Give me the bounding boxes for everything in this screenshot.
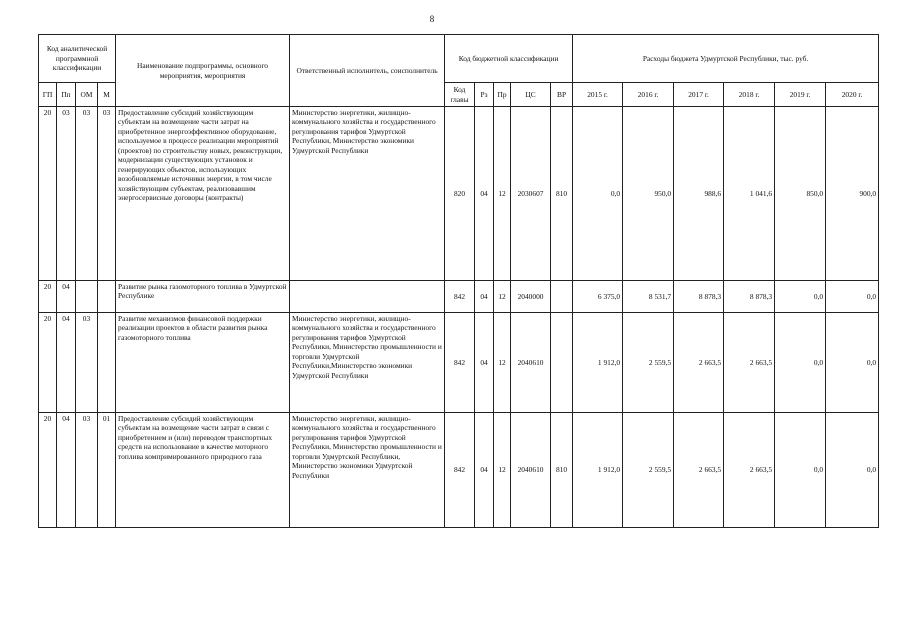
value-cell: 8 531,7 [623,281,674,313]
gp-cell: 20 [39,107,57,281]
rz-header: Рз [475,83,494,107]
cs-cell: 2040000 [511,281,551,313]
om-header: ОМ [76,83,98,107]
cs-cell: 2030607 [511,107,551,281]
gp-header: ГП [39,83,57,107]
executor-cell: Министерство энергетики, жилищно-коммунального хозяйства и государственного регулирования тарифов Удмуртской Республики, Министерство экономики Удмуртской Республики [290,107,445,281]
pr-cell: 12 [494,413,511,528]
year-header: 2016 г. [623,83,674,107]
year-header: 2015 г. [573,83,623,107]
pr-cell: 12 [494,281,511,313]
vr-header: ВР [551,83,573,107]
value-cell: 900,0 [826,107,879,281]
gp-cell: 20 [39,281,57,313]
year-header: 2017 г. [674,83,724,107]
pr-cell: 12 [494,107,511,281]
name-cell: Предоставление субсидий хозяйствующим субъектам на возмещение части затрат на приобретенное энергоэффективное оборудование, используемое в процессе реализации мероприятий (проектов) по строительству новых, реконструкции, модернизации существующих установок и генерирующих объектов, использующих возобновляемые источники энергии, в том числе хозяйствующим субъектам, реализовавшим энергосервисные договоры (контракты) [116,107,290,281]
page-number: 8 [429,14,435,24]
value-cell: 2 663,5 [724,413,775,528]
value-cell: 0,0 [775,313,826,413]
rz-cell: 04 [475,413,494,528]
value-cell: 2 663,5 [674,413,724,528]
executor-cell: Министерство энергетики, жилищно-коммунального хозяйства и государственного регулирования тарифов Удмуртской Республики, Министерство промышленности и торговли Удмуртской Республики,Министерство экономики Удмуртской Республики [290,313,445,413]
pr-cell: 12 [494,313,511,413]
value-cell: 0,0 [826,413,879,528]
rz-cell: 04 [475,107,494,281]
value-cell: 988,6 [674,107,724,281]
cs-header: ЦС [511,83,551,107]
name-cell: Развитие рынка газомоторного топлива в Удмуртской Республике [116,281,290,313]
table-row [39,107,879,281]
vr-cell: 810 [551,413,573,528]
pp-cell: 04 [57,413,76,528]
executor-cell [290,281,445,313]
m-cell: 01 [98,413,116,528]
kod-glavy-header: Код главы [445,83,475,107]
value-cell: 0,0 [573,107,623,281]
value-cell: 0,0 [775,281,826,313]
budget-code-header: Код бюджетной классификации [445,35,573,83]
rz-cell: 04 [475,281,494,313]
cs-cell: 2040610 [511,413,551,528]
value-cell: 2 663,5 [724,313,775,413]
value-cell: 1 912,0 [573,313,623,413]
gp-cell: 20 [39,313,57,413]
m-cell: 03 [98,107,116,281]
value-cell: 850,0 [775,107,826,281]
value-cell: 6 375,0 [573,281,623,313]
name-cell: Предоставление субсидий хозяйствующим субъектам на возмещение части затрат в связи с приобретением и (или) переводом транспортных средств на использование в качестве моторного топлива компримированного природного газа [116,413,290,528]
table-row [39,413,879,528]
executor-cell: Министерство энергетики, жилищно-коммунального хозяйства и государственного регулирования тарифов Удмуртской Республики, Министерство промышленности и торговли Удмуртской Республики, Министерство экономики Удмуртской Республики [290,413,445,528]
vr-cell [551,281,573,313]
value-cell: 2 559,5 [623,313,674,413]
kod-glavy-cell: 842 [445,313,475,413]
value-cell: 8 878,3 [674,281,724,313]
value-cell: 950,0 [623,107,674,281]
program-code-header: Код аналитической программной классификации [39,35,116,83]
vr-cell: 810 [551,107,573,281]
vr-cell [551,313,573,413]
m-cell [98,281,116,313]
year-header: 2019 г. [775,83,826,107]
name-header: Наименование подпрограммы, основного мероприятия, мероприятия [116,35,290,107]
budget-table [38,34,879,528]
gp-cell: 20 [39,413,57,528]
value-cell: 0,0 [775,413,826,528]
kod-glavy-cell: 842 [445,281,475,313]
value-cell: 0,0 [826,313,879,413]
om-cell: 03 [76,313,98,413]
pp-cell: 04 [57,313,76,413]
m-cell [98,313,116,413]
pp-cell: 04 [57,281,76,313]
value-cell: 0,0 [826,281,879,313]
cs-cell: 2040610 [511,313,551,413]
name-cell: Развитие механизмов финансовой поддержки реализации проектов в области развития рынка газомоторного топлива [116,313,290,413]
pp-cell: 03 [57,107,76,281]
om-cell: 03 [76,413,98,528]
header-row-1 [39,35,879,83]
executor-header: Ответственный исполнитель, соисполнитель [290,35,445,107]
value-cell: 1 041,6 [724,107,775,281]
value-cell: 8 878,3 [724,281,775,313]
kod-glavy-cell: 842 [445,413,475,528]
value-cell: 2 663,5 [674,313,724,413]
m-header: М [98,83,116,107]
year-header: 2020 г. [826,83,879,107]
expenses-header: Расходы бюджета Удмуртской Республики, тыс. руб. [573,35,879,83]
value-cell: 2 559,5 [623,413,674,528]
value-cell: 1 912,0 [573,413,623,528]
om-cell [76,281,98,313]
year-header: 2018 г. [724,83,775,107]
om-cell: 03 [76,107,98,281]
rz-cell: 04 [475,313,494,413]
pp-header: Пп [57,83,76,107]
kod-glavy-cell: 820 [445,107,475,281]
table-row [39,313,879,413]
table-row [39,281,879,313]
pr-header: Пр [494,83,511,107]
